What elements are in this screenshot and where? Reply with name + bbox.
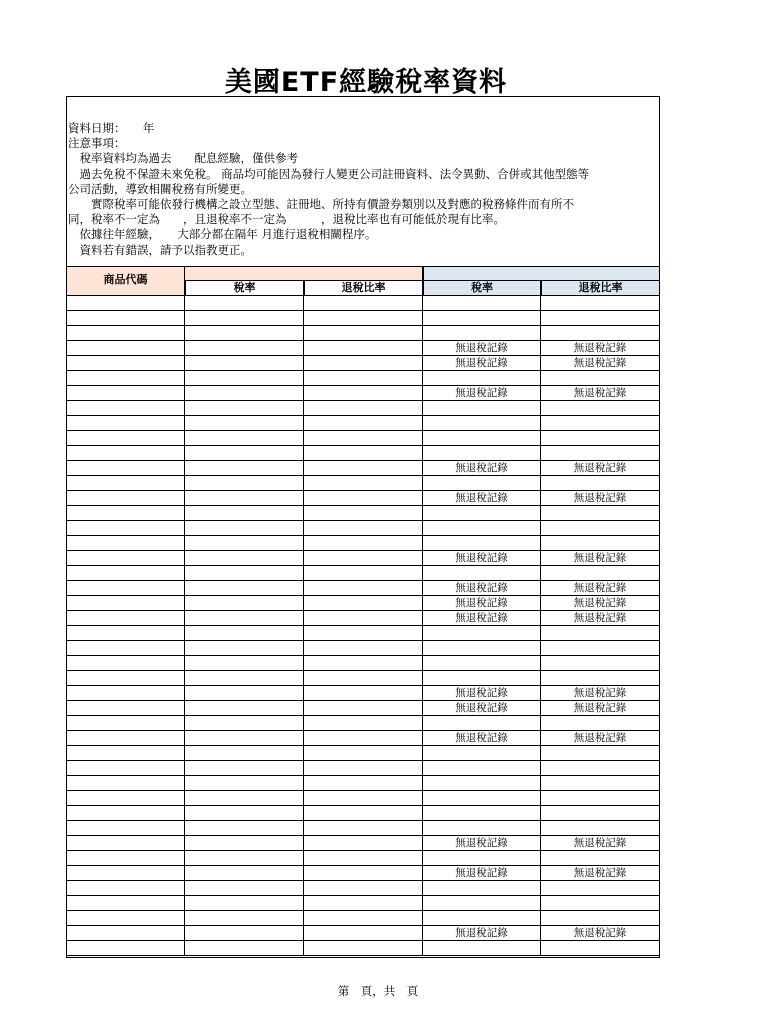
cell-tax-rate-right[interactable] bbox=[423, 791, 541, 806]
table-row bbox=[66, 686, 660, 701]
cell-tax-rate-left[interactable] bbox=[185, 896, 304, 911]
cell-tax-rate-left[interactable] bbox=[185, 611, 304, 626]
cell-tax-rate-left[interactable] bbox=[185, 806, 304, 821]
cell-tax-rate-left[interactable] bbox=[185, 566, 304, 581]
cell-refund-ratio-left[interactable] bbox=[304, 701, 423, 716]
cell-tax-rate-right[interactable] bbox=[423, 416, 541, 431]
table-row bbox=[66, 566, 660, 581]
cell-product-code[interactable] bbox=[66, 521, 185, 536]
cell-refund-ratio-left[interactable] bbox=[304, 506, 423, 521]
cell-tax-rate-right[interactable]: 無退稅記錄 bbox=[423, 386, 541, 401]
cell-tax-rate-right[interactable]: 無退稅記錄 bbox=[423, 581, 541, 596]
cell-refund-ratio-left[interactable] bbox=[304, 326, 423, 341]
cell-refund-ratio-left[interactable] bbox=[304, 776, 423, 791]
cell-tax-rate-left[interactable] bbox=[185, 416, 304, 431]
cell-tax-rate-left[interactable] bbox=[185, 926, 304, 941]
note-line: 公司活動，導致相關稅務有所變更。 bbox=[68, 181, 252, 196]
cell-refund-ratio-right[interactable]: 無退稅記錄 bbox=[541, 491, 660, 506]
cell-refund-ratio-right[interactable]: 無退稅記錄 bbox=[541, 581, 660, 596]
cell-product-code[interactable] bbox=[66, 761, 185, 776]
cell-tax-rate-right[interactable]: 無退稅記錄 bbox=[423, 551, 541, 566]
cell-refund-ratio-right[interactable]: 無退稅記錄 bbox=[541, 866, 660, 881]
cell-tax-rate-right[interactable] bbox=[423, 746, 541, 761]
table-row bbox=[66, 746, 660, 761]
cell-tax-rate-right[interactable] bbox=[423, 716, 541, 731]
cell-tax-rate-right[interactable] bbox=[423, 506, 541, 521]
cell-tax-rate-right[interactable]: 無退稅記錄 bbox=[423, 596, 541, 611]
cell-refund-ratio-right[interactable]: 無退稅記錄 bbox=[541, 731, 660, 746]
cell-product-code[interactable] bbox=[66, 356, 185, 371]
table-row bbox=[66, 731, 660, 746]
cell-refund-ratio-right[interactable] bbox=[541, 641, 660, 656]
cell-tax-rate-left[interactable] bbox=[185, 311, 304, 326]
cell-tax-rate-left[interactable] bbox=[185, 521, 304, 536]
table-row bbox=[66, 476, 660, 491]
cell-refund-ratio-right[interactable]: 無退稅記錄 bbox=[541, 356, 660, 371]
cell-tax-rate-right[interactable] bbox=[423, 641, 541, 656]
cell-tax-rate-right[interactable] bbox=[423, 401, 541, 416]
cell-refund-ratio-right[interactable] bbox=[541, 656, 660, 671]
cell-tax-rate-right[interactable] bbox=[423, 896, 541, 911]
table-row bbox=[66, 536, 660, 551]
cell-refund-ratio-right[interactable] bbox=[541, 776, 660, 791]
cell-refund-ratio-right[interactable] bbox=[541, 941, 660, 956]
table-row bbox=[66, 761, 660, 776]
cell-refund-ratio-right[interactable] bbox=[541, 671, 660, 686]
cell-refund-ratio-left[interactable] bbox=[304, 596, 423, 611]
page-title: 美國ETF經驗稅率資料 bbox=[224, 67, 508, 98]
cell-refund-ratio-left[interactable] bbox=[304, 641, 423, 656]
cell-refund-ratio-left[interactable] bbox=[304, 731, 423, 746]
cell-refund-ratio-right[interactable]: 無退稅記錄 bbox=[541, 701, 660, 716]
cell-refund-ratio-left[interactable] bbox=[304, 431, 423, 446]
table-row bbox=[66, 491, 660, 506]
cell-tax-rate-right[interactable] bbox=[423, 941, 541, 956]
cell-refund-ratio-right[interactable]: 無退稅記錄 bbox=[541, 836, 660, 851]
cell-refund-ratio-left[interactable] bbox=[304, 521, 423, 536]
cell-refund-ratio-left[interactable] bbox=[304, 866, 423, 881]
cell-tax-rate-right[interactable]: 無退稅記錄 bbox=[423, 461, 541, 476]
cell-tax-rate-left[interactable] bbox=[185, 776, 304, 791]
table-row bbox=[66, 311, 660, 326]
cell-product-code[interactable] bbox=[66, 386, 185, 401]
cell-refund-ratio-left[interactable] bbox=[304, 761, 423, 776]
cell-tax-rate-right[interactable]: 無退稅記錄 bbox=[423, 611, 541, 626]
cell-refund-ratio-left[interactable] bbox=[304, 296, 423, 311]
cell-tax-rate-left[interactable] bbox=[185, 626, 304, 641]
cell-product-code[interactable] bbox=[66, 686, 185, 701]
cell-product-code[interactable] bbox=[66, 881, 185, 896]
cell-tax-rate-right[interactable] bbox=[423, 446, 541, 461]
cell-tax-rate-left[interactable] bbox=[185, 551, 304, 566]
cell-refund-ratio-left[interactable] bbox=[304, 356, 423, 371]
cell-tax-rate-right[interactable] bbox=[423, 821, 541, 836]
cell-refund-ratio-left[interactable] bbox=[304, 821, 423, 836]
cell-tax-rate-left[interactable] bbox=[185, 431, 304, 446]
cell-refund-ratio-left[interactable] bbox=[304, 851, 423, 866]
cell-refund-ratio-right[interactable] bbox=[541, 746, 660, 761]
cell-refund-ratio-left[interactable] bbox=[304, 491, 423, 506]
cell-product-code[interactable] bbox=[66, 581, 185, 596]
cell-tax-rate-right[interactable] bbox=[423, 536, 541, 551]
cell-product-code[interactable] bbox=[66, 701, 185, 716]
cell-refund-ratio-left[interactable] bbox=[304, 476, 423, 491]
cell-product-code[interactable] bbox=[66, 791, 185, 806]
cell-product-code[interactable] bbox=[66, 371, 185, 386]
cell-refund-ratio-right[interactable] bbox=[541, 896, 660, 911]
header-group-right bbox=[423, 266, 660, 281]
table-row bbox=[66, 851, 660, 866]
cell-tax-rate-left[interactable] bbox=[185, 656, 304, 671]
table-row bbox=[66, 326, 660, 341]
cell-refund-ratio-left[interactable] bbox=[304, 656, 423, 671]
table-row bbox=[66, 626, 660, 641]
cell-tax-rate-left[interactable] bbox=[185, 371, 304, 386]
table-row bbox=[66, 881, 660, 896]
table-row bbox=[66, 911, 660, 926]
notes-section bbox=[68, 121, 660, 258]
cell-tax-rate-left[interactable] bbox=[185, 596, 304, 611]
cell-tax-rate-right[interactable]: 無退稅記錄 bbox=[423, 491, 541, 506]
note-line: 過去免稅不保證未來免稅。 商品均可能因為發行人變更公司註冊資料、法令異動、合併或其他型態等 bbox=[68, 166, 590, 181]
cell-refund-ratio-left[interactable] bbox=[304, 311, 423, 326]
cell-tax-rate-right[interactable] bbox=[423, 626, 541, 641]
table-row bbox=[66, 716, 660, 731]
cell-tax-rate-left[interactable] bbox=[185, 536, 304, 551]
cell-product-code[interactable] bbox=[66, 551, 185, 566]
table-row bbox=[66, 656, 660, 671]
cell-tax-rate-left[interactable] bbox=[185, 731, 304, 746]
cell-product-code[interactable] bbox=[66, 896, 185, 911]
cell-refund-ratio-right[interactable] bbox=[541, 881, 660, 896]
cell-refund-ratio-left[interactable] bbox=[304, 401, 423, 416]
table-row bbox=[66, 356, 660, 371]
note-date: 資料日期： 年 bbox=[68, 121, 155, 135]
cell-refund-ratio-right[interactable] bbox=[541, 821, 660, 836]
cell-refund-ratio-right[interactable] bbox=[541, 626, 660, 641]
cell-tax-rate-right[interactable] bbox=[423, 671, 541, 686]
cell-tax-rate-left[interactable] bbox=[185, 356, 304, 371]
cell-tax-rate-left[interactable] bbox=[185, 296, 304, 311]
cell-tax-rate-left[interactable] bbox=[185, 851, 304, 866]
note-line: 依據往年經驗， 大部分都在隔年 月進行退稅相關程序。 bbox=[68, 227, 377, 242]
cell-refund-ratio-right[interactable]: 無退稅記錄 bbox=[541, 686, 660, 701]
table-row bbox=[66, 866, 660, 881]
cell-tax-rate-right[interactable] bbox=[423, 911, 541, 926]
note-line: 稅率資料均為過去 配息經驗，僅供參考 bbox=[68, 151, 298, 166]
cell-tax-rate-left[interactable] bbox=[185, 791, 304, 806]
cell-refund-ratio-left[interactable] bbox=[304, 881, 423, 896]
header-tax-rate-right: 稅率 bbox=[423, 280, 541, 296]
cell-product-code[interactable] bbox=[66, 626, 185, 641]
cell-tax-rate-right[interactable] bbox=[423, 431, 541, 446]
table-row bbox=[66, 506, 660, 521]
table-row bbox=[66, 941, 660, 956]
cell-refund-ratio-left[interactable] bbox=[304, 341, 423, 356]
cell-refund-ratio-right[interactable]: 無退稅記錄 bbox=[541, 461, 660, 476]
cell-tax-rate-right[interactable] bbox=[423, 326, 541, 341]
cell-product-code[interactable] bbox=[66, 926, 185, 941]
cell-product-code[interactable] bbox=[66, 611, 185, 626]
table-row bbox=[66, 926, 660, 941]
cell-tax-rate-right[interactable] bbox=[423, 566, 541, 581]
cell-refund-ratio-left[interactable] bbox=[304, 581, 423, 596]
cell-tax-rate-right[interactable] bbox=[423, 776, 541, 791]
table-row bbox=[66, 671, 660, 686]
cell-product-code[interactable] bbox=[66, 536, 185, 551]
cell-tax-rate-right[interactable] bbox=[423, 806, 541, 821]
cell-product-code[interactable] bbox=[66, 866, 185, 881]
cell-product-code[interactable] bbox=[66, 656, 185, 671]
table-row bbox=[66, 836, 660, 851]
cell-refund-ratio-right[interactable]: 無退稅記錄 bbox=[541, 596, 660, 611]
cell-refund-ratio-right[interactable] bbox=[541, 431, 660, 446]
cell-refund-ratio-left[interactable] bbox=[304, 446, 423, 461]
table-row bbox=[66, 821, 660, 836]
cell-refund-ratio-right[interactable] bbox=[541, 761, 660, 776]
cell-refund-ratio-right[interactable] bbox=[541, 716, 660, 731]
table-row bbox=[66, 521, 660, 536]
cell-tax-rate-left[interactable] bbox=[185, 716, 304, 731]
table-row bbox=[66, 401, 660, 416]
note-line: 資料若有錯誤，請予以指教更正。 bbox=[68, 242, 252, 257]
cell-product-code[interactable] bbox=[66, 506, 185, 521]
cell-tax-rate-left[interactable] bbox=[185, 491, 304, 506]
cell-tax-rate-left[interactable] bbox=[185, 446, 304, 461]
cell-refund-ratio-left[interactable] bbox=[304, 371, 423, 386]
cell-product-code[interactable] bbox=[66, 911, 185, 926]
table-row bbox=[66, 371, 660, 386]
cell-tax-rate-left[interactable] bbox=[185, 461, 304, 476]
cell-tax-rate-right[interactable] bbox=[423, 521, 541, 536]
cell-refund-ratio-left[interactable] bbox=[304, 806, 423, 821]
cell-refund-ratio-left[interactable] bbox=[304, 386, 423, 401]
cell-product-code[interactable] bbox=[66, 596, 185, 611]
cell-product-code[interactable] bbox=[66, 851, 185, 866]
cell-refund-ratio-left[interactable] bbox=[304, 911, 423, 926]
cell-refund-ratio-right[interactable]: 無退稅記錄 bbox=[541, 926, 660, 941]
cell-refund-ratio-right[interactable] bbox=[541, 326, 660, 341]
table-row bbox=[66, 386, 660, 401]
note-line: 實際稅率可能依發行機構之設立型態、註冊地、所持有價證券類別以及對應的稅務條件而有所不 bbox=[68, 197, 574, 212]
cell-product-code[interactable] bbox=[66, 731, 185, 746]
cell-refund-ratio-right[interactable] bbox=[541, 446, 660, 461]
cell-refund-ratio-right[interactable] bbox=[541, 536, 660, 551]
cell-refund-ratio-right[interactable] bbox=[541, 806, 660, 821]
table-row bbox=[66, 611, 660, 626]
cell-refund-ratio-right[interactable] bbox=[541, 416, 660, 431]
table-row bbox=[66, 776, 660, 791]
cell-product-code[interactable] bbox=[66, 446, 185, 461]
cell-tax-rate-left[interactable] bbox=[185, 326, 304, 341]
cell-tax-rate-right[interactable] bbox=[423, 476, 541, 491]
cell-product-code[interactable] bbox=[66, 941, 185, 956]
cell-product-code[interactable] bbox=[66, 311, 185, 326]
cell-refund-ratio-left[interactable] bbox=[304, 746, 423, 761]
page-footer: 第 頁，共 頁 bbox=[337, 984, 419, 998]
cell-product-code[interactable] bbox=[66, 476, 185, 491]
cell-product-code[interactable] bbox=[66, 431, 185, 446]
cell-tax-rate-left[interactable] bbox=[185, 746, 304, 761]
cell-refund-ratio-right[interactable] bbox=[541, 521, 660, 536]
cell-refund-ratio-left[interactable] bbox=[304, 461, 423, 476]
cell-tax-rate-right[interactable] bbox=[423, 761, 541, 776]
cell-tax-rate-left[interactable] bbox=[185, 941, 304, 956]
cell-refund-ratio-left[interactable] bbox=[304, 791, 423, 806]
cell-tax-rate-left[interactable] bbox=[185, 866, 304, 881]
cell-product-code[interactable] bbox=[66, 746, 185, 761]
cell-refund-ratio-right[interactable] bbox=[541, 911, 660, 926]
cell-product-code[interactable] bbox=[66, 401, 185, 416]
cell-refund-ratio-left[interactable] bbox=[304, 941, 423, 956]
cell-refund-ratio-left[interactable] bbox=[304, 896, 423, 911]
header-tax-rate-left: 稅率 bbox=[185, 280, 304, 296]
cell-tax-rate-right[interactable]: 無退稅記錄 bbox=[423, 926, 541, 941]
cell-refund-ratio-left[interactable] bbox=[304, 626, 423, 641]
table-row bbox=[66, 551, 660, 566]
cell-tax-rate-right[interactable]: 無退稅記錄 bbox=[423, 356, 541, 371]
cell-tax-rate-left[interactable] bbox=[185, 821, 304, 836]
cell-refund-ratio-left[interactable] bbox=[304, 716, 423, 731]
cell-refund-ratio-left[interactable] bbox=[304, 566, 423, 581]
cell-product-code[interactable] bbox=[66, 461, 185, 476]
cell-tax-rate-left[interactable] bbox=[185, 641, 304, 656]
cell-tax-rate-left[interactable] bbox=[185, 911, 304, 926]
cell-tax-rate-right[interactable] bbox=[423, 371, 541, 386]
cell-tax-rate-right[interactable]: 無退稅記錄 bbox=[423, 686, 541, 701]
cell-refund-ratio-right[interactable] bbox=[541, 506, 660, 521]
table-row bbox=[66, 791, 660, 806]
cell-product-code[interactable] bbox=[66, 806, 185, 821]
cell-tax-rate-right[interactable]: 無退稅記錄 bbox=[423, 731, 541, 746]
cell-tax-rate-left[interactable] bbox=[185, 401, 304, 416]
cell-product-code[interactable] bbox=[66, 821, 185, 836]
table-row bbox=[66, 461, 660, 476]
cell-refund-ratio-right[interactable] bbox=[541, 311, 660, 326]
cell-product-code[interactable] bbox=[66, 566, 185, 581]
table-row bbox=[66, 341, 660, 356]
cell-refund-ratio-left[interactable] bbox=[304, 926, 423, 941]
cell-refund-ratio-right[interactable]: 無退稅記錄 bbox=[541, 386, 660, 401]
cell-product-code[interactable] bbox=[66, 776, 185, 791]
cell-tax-rate-left[interactable] bbox=[185, 701, 304, 716]
cell-refund-ratio-right[interactable] bbox=[541, 476, 660, 491]
cell-tax-rate-right[interactable] bbox=[423, 851, 541, 866]
cell-refund-ratio-right[interactable] bbox=[541, 371, 660, 386]
table-row bbox=[66, 581, 660, 596]
cell-refund-ratio-left[interactable] bbox=[304, 416, 423, 431]
cell-refund-ratio-right[interactable]: 無退稅記錄 bbox=[541, 611, 660, 626]
header-refund-ratio-left: 退稅比率 bbox=[304, 280, 423, 296]
cell-product-code[interactable] bbox=[66, 671, 185, 686]
cell-product-code[interactable] bbox=[66, 641, 185, 656]
cell-tax-rate-right[interactable] bbox=[423, 311, 541, 326]
table-row bbox=[66, 296, 660, 311]
cell-refund-ratio-left[interactable] bbox=[304, 836, 423, 851]
cell-product-code[interactable] bbox=[66, 491, 185, 506]
table-row bbox=[66, 806, 660, 821]
cell-tax-rate-right[interactable]: 無退稅記錄 bbox=[423, 866, 541, 881]
cell-refund-ratio-right[interactable] bbox=[541, 566, 660, 581]
cell-tax-rate-left[interactable] bbox=[185, 836, 304, 851]
cell-product-code[interactable] bbox=[66, 296, 185, 311]
header-refund-ratio-right: 退稅比率 bbox=[541, 280, 660, 296]
note-line: 同，稅率不一定為 ，且退稅率不一定為 ，退稅比率也有可能低於現有比率。 bbox=[68, 212, 505, 227]
cell-tax-rate-left[interactable] bbox=[185, 671, 304, 686]
cell-refund-ratio-right[interactable]: 無退稅記錄 bbox=[541, 551, 660, 566]
cell-tax-rate-left[interactable] bbox=[185, 341, 304, 356]
cell-tax-rate-right[interactable] bbox=[423, 881, 541, 896]
cell-product-code[interactable] bbox=[66, 836, 185, 851]
cell-tax-rate-left[interactable] bbox=[185, 476, 304, 491]
cell-refund-ratio-left[interactable] bbox=[304, 611, 423, 626]
cell-refund-ratio-left[interactable] bbox=[304, 671, 423, 686]
cell-refund-ratio-right[interactable] bbox=[541, 296, 660, 311]
cell-tax-rate-right[interactable]: 無退稅記錄 bbox=[423, 341, 541, 356]
cell-refund-ratio-right[interactable] bbox=[541, 851, 660, 866]
cell-tax-rate-left[interactable] bbox=[185, 506, 304, 521]
cell-tax-rate-left[interactable] bbox=[185, 686, 304, 701]
table-row bbox=[66, 641, 660, 656]
cell-tax-rate-right[interactable] bbox=[423, 296, 541, 311]
cell-refund-ratio-right[interactable]: 無退稅記錄 bbox=[541, 341, 660, 356]
table-row bbox=[66, 596, 660, 611]
cell-product-code[interactable] bbox=[66, 341, 185, 356]
cell-refund-ratio-left[interactable] bbox=[304, 686, 423, 701]
cell-tax-rate-left[interactable] bbox=[185, 761, 304, 776]
table-row bbox=[66, 896, 660, 911]
cell-tax-rate-right[interactable]: 無退稅記錄 bbox=[423, 701, 541, 716]
cell-refund-ratio-right[interactable] bbox=[541, 401, 660, 416]
table-row bbox=[66, 431, 660, 446]
cell-refund-ratio-right[interactable] bbox=[541, 791, 660, 806]
table-row bbox=[66, 416, 660, 431]
cell-product-code[interactable] bbox=[66, 326, 185, 341]
note-heading: 注意事項： bbox=[68, 136, 126, 151]
cell-tax-rate-left[interactable] bbox=[185, 881, 304, 896]
cell-refund-ratio-left[interactable] bbox=[304, 551, 423, 566]
header-product-code: 商品代碼 bbox=[66, 266, 185, 296]
table-row bbox=[66, 701, 660, 716]
cell-product-code[interactable] bbox=[66, 416, 185, 431]
cell-tax-rate-left[interactable] bbox=[185, 386, 304, 401]
cell-product-code[interactable] bbox=[66, 716, 185, 731]
cell-tax-rate-left[interactable] bbox=[185, 581, 304, 596]
cell-tax-rate-right[interactable]: 無退稅記錄 bbox=[423, 836, 541, 851]
table-row bbox=[66, 446, 660, 461]
cell-refund-ratio-left[interactable] bbox=[304, 536, 423, 551]
cell-tax-rate-right[interactable] bbox=[423, 656, 541, 671]
